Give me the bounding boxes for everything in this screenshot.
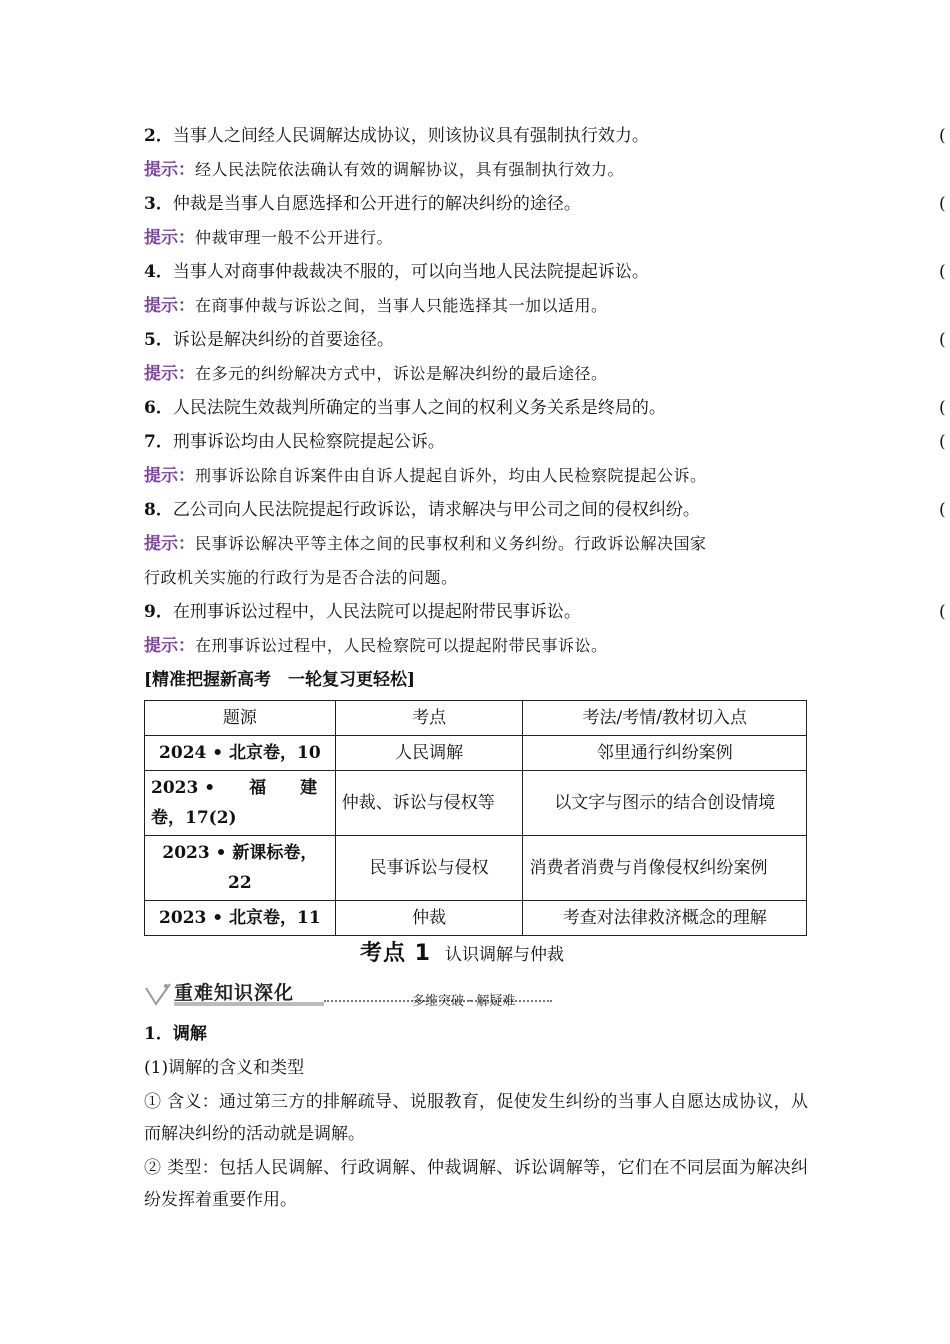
answer-paren: ( (939, 602, 946, 622)
hint-text: 仲裁审理一般不公开进行。 (195, 228, 394, 247)
item-statement: 仲裁是当事人自愿选择和公开进行的解决纠纷的途径。 (172, 194, 581, 214)
item-number: 3． (144, 194, 173, 214)
table-header-cell: 题源 (145, 701, 336, 736)
kaodian-topic: 认识调解与仲裁 (444, 945, 564, 965)
table-row (145, 901, 807, 936)
kaodian-heading (360, 936, 564, 967)
hint-label: 提示： (144, 296, 195, 316)
table-cell-topic: 民事诉讼与侵权 (335, 836, 523, 901)
hint-label: 提示： (144, 636, 195, 656)
item-number: 4． (144, 262, 173, 282)
hint-text: 在多元的纠纷解决方式中，诉讼是解决纠纷的最后途径。 (195, 364, 608, 383)
table-cell-entry: 消费者消费与肖像侵权纠纷案例 (523, 836, 807, 901)
item-5 (144, 328, 394, 352)
hint-5 (144, 362, 608, 386)
hint-text: 经人民法院依法确认有效的调解协议，具有强制执行效力。 (195, 160, 625, 179)
kaodian-number: 考点 1 (360, 941, 431, 966)
answer-paren: ( (939, 330, 946, 350)
answer-paren: ( (939, 500, 946, 520)
table-cell-source: 2023 • 新课标卷，22 (145, 836, 336, 901)
item-number: 2． (144, 126, 173, 146)
item-statement: 人民法院生效裁判所确定的当事人之间的权利义务关系是终局的。 (172, 398, 666, 418)
exam-source-table (144, 700, 807, 936)
paragraph-types: ② 类型：包括人民调解、行政调解、仲裁调解、诉讼调解等，它们在不同层面为解决纠纷发挥着重要作用。 (144, 1158, 808, 1210)
heading-2: (1)调解的含义和类型 (144, 1058, 305, 1078)
table-row (145, 736, 807, 771)
checkmark-icon (144, 980, 172, 1008)
hint-2 (144, 158, 624, 182)
hint-7 (144, 464, 707, 488)
item-number: 6． (144, 398, 173, 418)
table-row (145, 836, 807, 901)
table-row (145, 771, 807, 836)
section-banner (144, 978, 544, 1012)
paragraph-definition: ① 含义：通过第三方的排解疏导、说服教育，促使发生纠纷的当事人自愿达成协议，从而解决纠纷的活动就是调解。 (144, 1092, 808, 1144)
table-cell-topic: 人民调解 (335, 736, 523, 771)
item-4 (144, 260, 649, 284)
hint-text: 刑事诉讼除自诉案件由自诉人提起自诉外，均由人民检察院提起公诉。 (195, 466, 707, 485)
hint-9 (144, 634, 608, 658)
hint-label: 提示： (144, 160, 195, 180)
hint-3 (144, 226, 393, 250)
hint-8-continued (144, 566, 458, 590)
table-cell-topic: 仲裁 (335, 901, 523, 936)
hint-label: 提示： (144, 364, 195, 384)
item-number: 8． (144, 500, 173, 520)
table-cell-source: 2023 • 福 建卷，17(2) (145, 771, 336, 836)
table-cell-source: 2024 • 北京卷，10 (145, 736, 336, 771)
item-7 (144, 430, 445, 454)
table-header-row (145, 701, 807, 736)
item-8 (144, 498, 700, 522)
hint-4 (144, 294, 608, 318)
item-2 (144, 124, 649, 148)
item-3 (144, 192, 581, 216)
hint-text: 在刑事诉讼过程中，人民检察院可以提起附带民事诉讼。 (195, 636, 608, 655)
table-cell-entry: 考查对法律救济概念的理解 (523, 901, 807, 936)
table-cell-source: 2023 • 北京卷，11 (145, 901, 336, 936)
table-cell-entry: 以文字与图示的结合创设情境 (523, 771, 807, 836)
answer-paren: ( (939, 398, 946, 418)
item-statement: 当事人对商事仲裁裁决不服的，可以向当地人民法院提起诉讼。 (172, 262, 649, 282)
answer-paren: ( (939, 262, 946, 282)
answer-paren: ( (939, 432, 946, 452)
table-header-cell: 考法/考情/教材切入点 (523, 701, 807, 736)
heading-1: 1．调解 (144, 1024, 207, 1044)
section-title: [精准把握新高考 一轮复习更轻松] (144, 670, 416, 690)
table-cell-entry: 邻里通行纠纷案例 (523, 736, 807, 771)
item-number: 7． (144, 432, 173, 452)
item-statement: 刑事诉讼均由人民检察院提起公诉。 (172, 432, 445, 452)
hint-text: 行政机关实施的行政行为是否合法的问题。 (144, 568, 458, 587)
hint-text: 在商事仲裁与诉讼之间，当事人只能选择其一加以适用。 (195, 296, 608, 315)
item-statement: 诉讼是解决纠纷的首要途径。 (172, 330, 394, 350)
item-statement: 在刑事诉讼过程中，人民法院可以提起附带民事诉讼。 (172, 602, 581, 622)
hint-label: 提示： (144, 534, 195, 554)
item-number: 5． (144, 330, 173, 350)
table-header-cell: 考点 (335, 701, 523, 736)
item-statement: 乙公司向人民法院提起行政诉讼，请求解决与甲公司之间的侵权纠纷。 (172, 500, 700, 520)
item-statement: 当事人之间经人民调解达成协议，则该协议具有强制执行效力。 (172, 126, 649, 146)
table-cell-topic: 仲裁、诉讼与侵权等 (335, 771, 523, 836)
hint-label: 提示： (144, 228, 195, 248)
banner-subtitle: 多维突破 · 解疑难 (412, 994, 516, 1009)
item-number: 9． (144, 602, 173, 622)
banner-title: 重难知识深化 (174, 982, 295, 1004)
hint-text: 民事诉讼解决平等主体之间的民事权利和义务纠纷。行政诉讼解决国家 (195, 534, 707, 553)
item-6 (144, 396, 666, 420)
hint-8 (144, 532, 707, 556)
hint-label: 提示： (144, 466, 195, 486)
answer-paren: ( (939, 194, 946, 214)
answer-paren: ( (939, 126, 946, 146)
item-9 (144, 600, 581, 624)
